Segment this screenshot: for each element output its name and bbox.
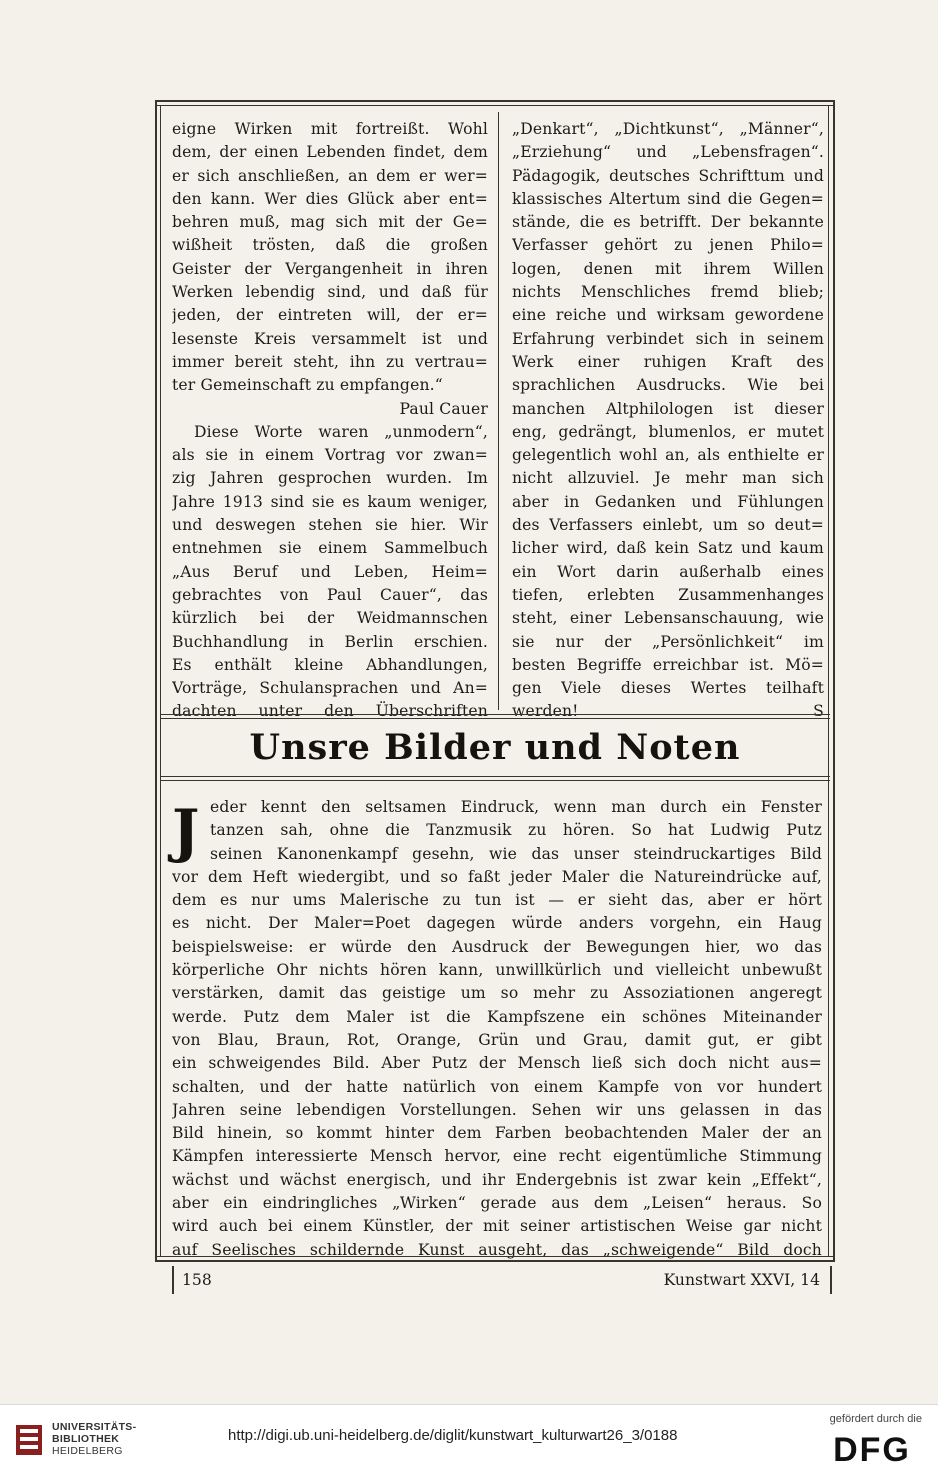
text-line: den kann. Wer dies Glück aber ent= — [172, 189, 488, 208]
text-line: dachten unter den Überschriften — [172, 702, 488, 721]
text-line: und deswegen stehen sie hier. Wir — [172, 516, 488, 535]
body-text — [172, 796, 822, 1262]
text-line: aber in Gedanken und Fühlungen — [512, 492, 824, 511]
text-line: dem, der einen Lebenden findet, dem — [172, 143, 488, 162]
text-line: steht, einer Lebensanschauung, wie — [512, 609, 824, 628]
text-line: Paul Cauer — [399, 399, 488, 418]
text-line: als sie in einem Vortrag vor zwan= — [172, 446, 488, 465]
text-line: Werken lebendig sind, und daß für — [172, 283, 488, 302]
text-line: Werk einer ruhigen Kraft des — [512, 352, 824, 371]
text-line: lesenste Kreis versammelt ist und — [172, 329, 488, 348]
text-line: schalten, und der hatte natürlich von einem Kampfe von vor hundert — [172, 1077, 822, 1096]
text-line: beispielsweise: er würde den Ausdruck der Bewegungen hier, wo das — [172, 937, 822, 956]
text-line: nicht allzuviel. Je mehr man sich — [512, 469, 824, 488]
text-line: werden! — [512, 702, 579, 721]
text-line: klassisches Altertum sind die Gegen= — [512, 189, 824, 208]
text-line: immer bereit steht, ihn zu vertrau= — [172, 352, 488, 371]
text-line: „Denkart“, „Dichtkunst“, „Männer“, — [512, 120, 824, 138]
page-number: 158 — [172, 1266, 212, 1294]
funded-by-label: gefördert durch die — [829, 1413, 922, 1425]
library-logo-icon — [12, 1419, 48, 1459]
text-line: sie nur der „Persönlichkeit“ im — [512, 632, 824, 651]
text-line: tiefen, erlebten Zusammenhanges — [512, 585, 824, 604]
frame-right-inner-rule — [828, 106, 829, 1256]
text-line: Geister der Vergangenheit in ihren — [172, 259, 488, 278]
frame-left-inner-rule — [160, 106, 161, 1256]
library-name — [52, 1421, 136, 1457]
frame-top-rule — [155, 100, 835, 106]
text-line: es nicht. Der Maler=Poet dagegen würde anders vorgehn, ein Haug — [172, 914, 822, 933]
text-line: wißheit trösten, daß die großen — [172, 236, 488, 255]
library-name-line-3: HEIDELBERG — [52, 1445, 123, 1457]
library-name-line-1: UNIVERSITÄTS- — [52, 1421, 137, 1433]
section-heading: Unsre Bilder und Noten — [249, 727, 741, 768]
text-line: ein schweigendes Bild. Aber Putz der Mensch ließ sich doch nicht aus= — [172, 1054, 822, 1073]
text-line: kürzlich bei der Weidmannschen — [172, 609, 488, 628]
text-line: er sich anschließen, an dem er wer= — [172, 166, 488, 185]
drop-cap: J — [172, 797, 200, 865]
text-line: auf Seelisches schildernde Kunst ausgeht, das „schweigende“ Bild doch — [172, 1240, 822, 1259]
text-line: Buchhandlung in Berlin erschien. — [172, 632, 488, 651]
permalink-url[interactable]: http://digi.ub.uni-heidelberg.de/diglit/kunstwart_kulturwart26_3/0188 — [228, 1427, 678, 1444]
column-divider — [498, 112, 499, 710]
dfg-logo-icon — [820, 1431, 924, 1465]
text-line: Kämpfen interessierte Mensch hervor, eine recht eigentümliche Stimmung — [172, 1147, 822, 1166]
text-line: ein Wort darin außerhalb eines — [512, 562, 824, 581]
text-line: „Aus Beruf und Leben, Heim= — [172, 562, 488, 581]
page-footer — [172, 1266, 832, 1294]
text-line: körperliche Ohr nichts hören kann, unwillkürlich und vielleicht unbewußt — [172, 961, 822, 980]
text-line: stände, die es betrifft. Der bekannte — [512, 213, 824, 232]
text-line: Verfasser gehört zu jenen Philo= — [512, 236, 824, 255]
text-line: Diese Worte waren „unmodern“, — [194, 422, 488, 441]
text-line: ter Gemeinschaft zu empfangen.“ — [172, 376, 443, 395]
text-line: wird auch bei einem Künstler, der mit seiner artistischen Weise gar nicht — [172, 1217, 822, 1236]
text-line: manchen Altphilologen ist dieser — [512, 399, 824, 418]
text-line: S — [813, 702, 824, 721]
right-column-text — [512, 118, 824, 724]
text-line: vor dem Heft wiedergibt, und so faßt jeder Maler die Natureindrücke auf, — [172, 867, 822, 886]
frame-right-rule — [833, 100, 835, 1262]
text-line: sprachlichen Ausdrucks. Wie bei — [512, 376, 824, 395]
dfg-logo-text: DFG — [833, 1431, 911, 1465]
text-line: dem es nur ums Malerische zu tun ist — er sieht das, aber er hört — [172, 891, 822, 910]
text-line: gelegentlich wohl an, als enthielte er — [512, 446, 824, 465]
text-line: Jahre 1913 sind sie es kaum weniger, — [172, 492, 488, 511]
text-line: Pädagogik, deutsches Schrifttum und — [512, 166, 824, 185]
text-line: eine reiche und wirksam gewordene — [512, 306, 824, 325]
text-line: behren muß, mag sich mit der Ge= — [172, 213, 488, 232]
text-line: Jahren seine lebendigen Vorstellungen. Sehen wir uns gelassen in das — [172, 1100, 822, 1119]
text-line: von Blau, Braun, Rot, Orange, Grün und Grau, damit gut, er gibt — [172, 1030, 822, 1049]
text-line: verstärken, damit das geistige um so mehr zu Assoziationen angeregt — [172, 984, 822, 1003]
text-line: des Verfassers einlebt, um so deut= — [512, 516, 824, 535]
text-line: zig Jahren gesprochen wurden. Im — [172, 469, 488, 488]
journal-reference: Kunstwart XXVI, 14 — [664, 1266, 832, 1294]
text-line: jeden, der eintreten will, der er= — [172, 306, 488, 325]
text-line: besten Begriffe erreichbar ist. Mö= — [512, 655, 824, 674]
library-name-line-2: BIBLIOTHEK — [52, 1433, 120, 1445]
text-line: „Erziehung“ und „Lebensfragen“. — [512, 143, 824, 162]
text-line: wächst und wächst energisch, und ihr Endergebnis ist zwar kein „Effekt“, — [172, 1170, 822, 1189]
text-line: seinen Kanonenkampf gesehn, wie das unser steindruckartiges Bild — [210, 844, 822, 863]
text-line: licher wird, daß kein Satz und kaum — [512, 539, 824, 558]
text-line: Bild hinein, so kommt hinter dem Farben beobachtenden Maler der an — [172, 1124, 822, 1143]
text-line: logen, denen mit ihrem Willen — [512, 259, 824, 278]
text-line: Erfahrung verbindet sich in seinem — [512, 329, 824, 348]
text-line: tanzen sah, ohne die Tanzmusik zu hören. So hat Ludwig Putz — [210, 821, 822, 840]
text-line: Es enthält kleine Abhandlungen, — [172, 655, 488, 674]
text-line: nichts Menschliches fremd blieb; — [512, 283, 824, 302]
text-line: entnehmen sie einem Sammelbuch — [172, 539, 488, 558]
text-line: Vorträge, Schulansprachen und An= — [172, 679, 488, 698]
frame-bottom-rule — [155, 1256, 835, 1262]
text-line: aber ein eindringliches „Wirken“ gerade aus dem „Leisen“ heraus. So — [172, 1194, 822, 1213]
frame-left-rule — [155, 100, 157, 1262]
text-line: werde. Putz dem Maler ist die Kampfszene ein schönes Miteinander — [172, 1007, 822, 1026]
heading-rule-bottom — [160, 776, 830, 781]
left-column-text — [172, 118, 488, 724]
library-footer-bar — [0, 1404, 938, 1475]
text-line: eder kennt den seltsamen Eindruck, wenn man durch ein Fenster — [210, 798, 822, 816]
text-line: gen Viele dieses Wertes teilhaft — [512, 679, 824, 698]
text-line: eng, gedrängt, blumenlos, er mutet — [512, 422, 824, 441]
heading-rule-top — [160, 714, 830, 719]
text-line: eigne Wirken mit fortreißt. Wohl — [172, 120, 488, 138]
text-line: gebrachtes von Paul Cauer“, das — [172, 585, 488, 604]
